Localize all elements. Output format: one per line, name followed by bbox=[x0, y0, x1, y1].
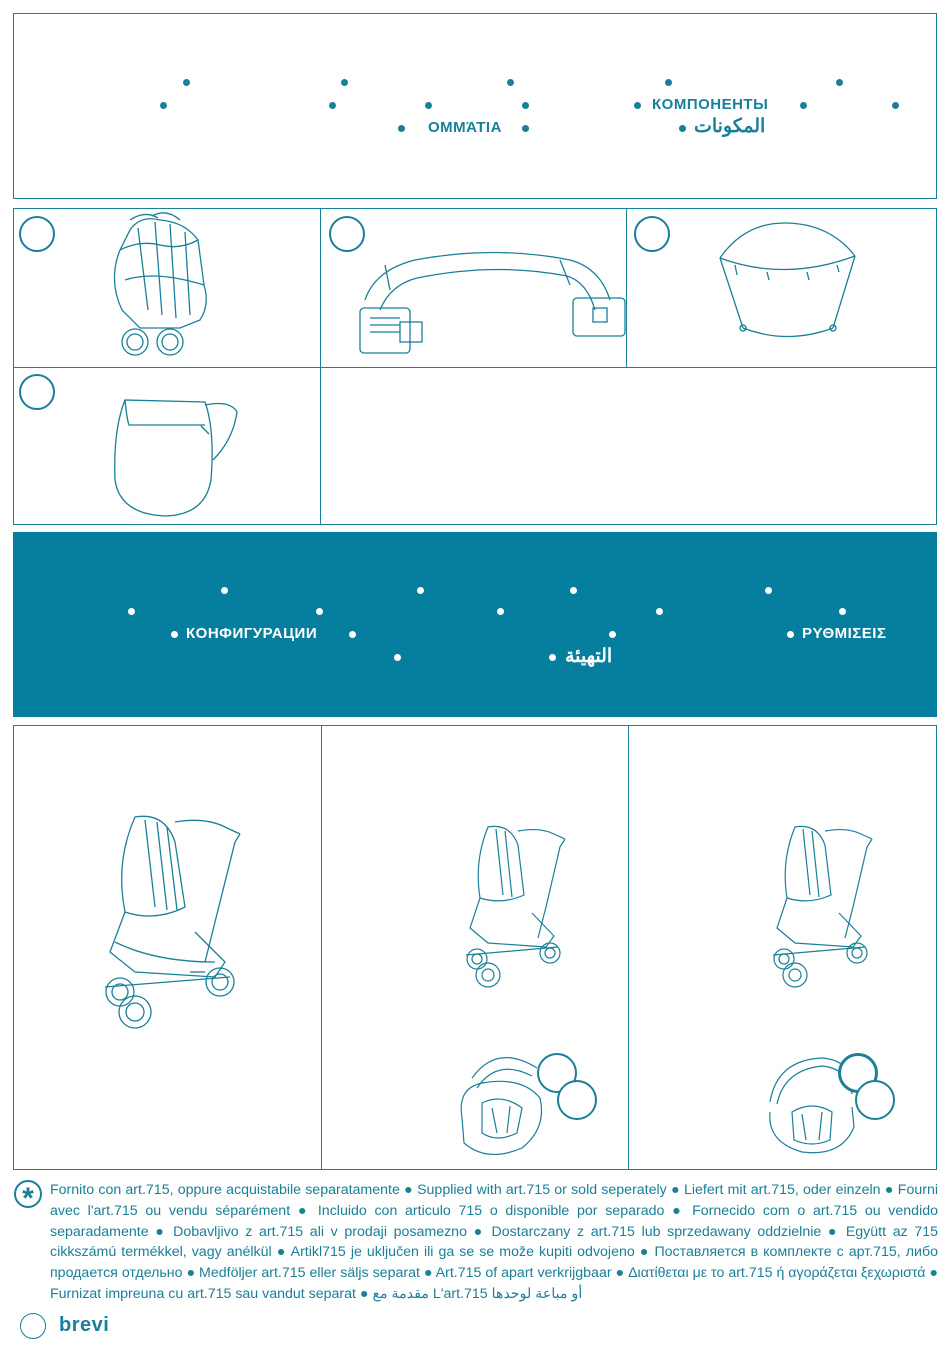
brevi-logo: brevi bbox=[59, 1314, 110, 1336]
bullet-dot bbox=[522, 102, 529, 109]
stroller-illustration bbox=[767, 823, 882, 993]
bullet-dot bbox=[171, 631, 178, 638]
bullet-dot bbox=[665, 79, 672, 86]
bullet-dot bbox=[394, 654, 401, 661]
bullet-dot bbox=[329, 102, 336, 109]
bullet-dot bbox=[634, 102, 641, 109]
bullet-dot bbox=[183, 79, 190, 86]
bullet-dot bbox=[656, 608, 663, 615]
canopy-illustration bbox=[715, 220, 860, 345]
grid-divider bbox=[321, 725, 322, 1170]
footnote-text: Fornito con art.715, oppure acquistabile separatamente ● Supplied with art.715 or sold seperately ● Liefert mit art.715, oder einzeln ● Fourni avec l'art.715 ou vendu séparément ● Incluido con articulo 715 o disponible por separado ● Fornecido com o art.715 ou vendido separadamente ● Dobavljivo z art.715 ali v prodaji posamezno ● Dostarczany z art.715 lub sprzedawany oddzielnie ● Együtt az 715 cikkszámú termékkel, vagy anélkül ● Artikl715 je uključen ili ga se se može kupiti odvojeno ● Поставляется в комплекте с арт.715, либо продается отдельно ● Medföljer art.715 eller säljs separat ● Art.715 of apart verkrijgbaar ● Διατίθεται με το art.715 ή αγοράζεται ξεχωριστά ● Furnizat impreuna cu art.715 sau vandut separat ● مقدمة مع L'art.715 أو مباعة لوحدها bbox=[50, 1182, 938, 1302]
bullet-dot bbox=[507, 79, 514, 86]
folded-stroller-illustration bbox=[100, 210, 220, 360]
configurations-label-arabic: التهيئة bbox=[565, 646, 613, 667]
bullet-dot bbox=[800, 102, 807, 109]
bullet-dot bbox=[839, 608, 846, 615]
bullet-dot bbox=[497, 608, 504, 615]
configurations-label-greek: ΡΥΘΜΙΣΕΙΣ bbox=[802, 625, 887, 642]
car-seat-option-circle bbox=[557, 1080, 597, 1120]
stroller-illustration bbox=[460, 823, 575, 993]
bullet-dot bbox=[549, 654, 556, 661]
bullet-dot bbox=[417, 587, 424, 594]
stroller-illustration-large bbox=[95, 812, 255, 1032]
asterisk-icon: * bbox=[14, 1180, 42, 1208]
bullet-dot bbox=[221, 587, 228, 594]
configurations-label-russian: КОНФИГУРАЦИИ bbox=[186, 625, 318, 642]
bullet-dot bbox=[425, 102, 432, 109]
bullet-dot bbox=[836, 79, 843, 86]
bullet-dot bbox=[349, 631, 356, 638]
bullet-dot bbox=[128, 608, 135, 615]
component-number-circle bbox=[19, 216, 55, 252]
bumper-bar-illustration bbox=[355, 240, 635, 365]
page-number-circle bbox=[20, 1313, 46, 1339]
bullet-dot bbox=[892, 102, 899, 109]
components-label-russian: КОМПОНЕНТЫ bbox=[652, 96, 769, 113]
bullet-dot bbox=[570, 587, 577, 594]
bullet-dot bbox=[765, 587, 772, 594]
bullet-dot bbox=[609, 631, 616, 638]
components-header-box bbox=[13, 13, 937, 199]
grid-divider bbox=[320, 208, 321, 525]
bullet-dot bbox=[316, 608, 323, 615]
bullet-dot bbox=[160, 102, 167, 109]
bullet-dot bbox=[522, 125, 529, 132]
bullet-dot bbox=[787, 631, 794, 638]
bullet-dot bbox=[679, 125, 686, 132]
footmuff-illustration bbox=[105, 390, 250, 520]
car-seat-illustration bbox=[452, 1048, 552, 1163]
component-number-circle bbox=[19, 374, 55, 410]
grid-divider bbox=[628, 725, 629, 1170]
components-label-greek: ΟΜΜΆΤΙΑ bbox=[428, 119, 502, 136]
car-seat-option-circle bbox=[855, 1080, 895, 1120]
bullet-dot bbox=[341, 79, 348, 86]
component-number-circle bbox=[634, 216, 670, 252]
bullet-dot bbox=[398, 125, 405, 132]
configurations-band bbox=[13, 532, 937, 717]
grid-divider bbox=[13, 367, 937, 368]
components-label-arabic: المكونات bbox=[694, 116, 766, 137]
